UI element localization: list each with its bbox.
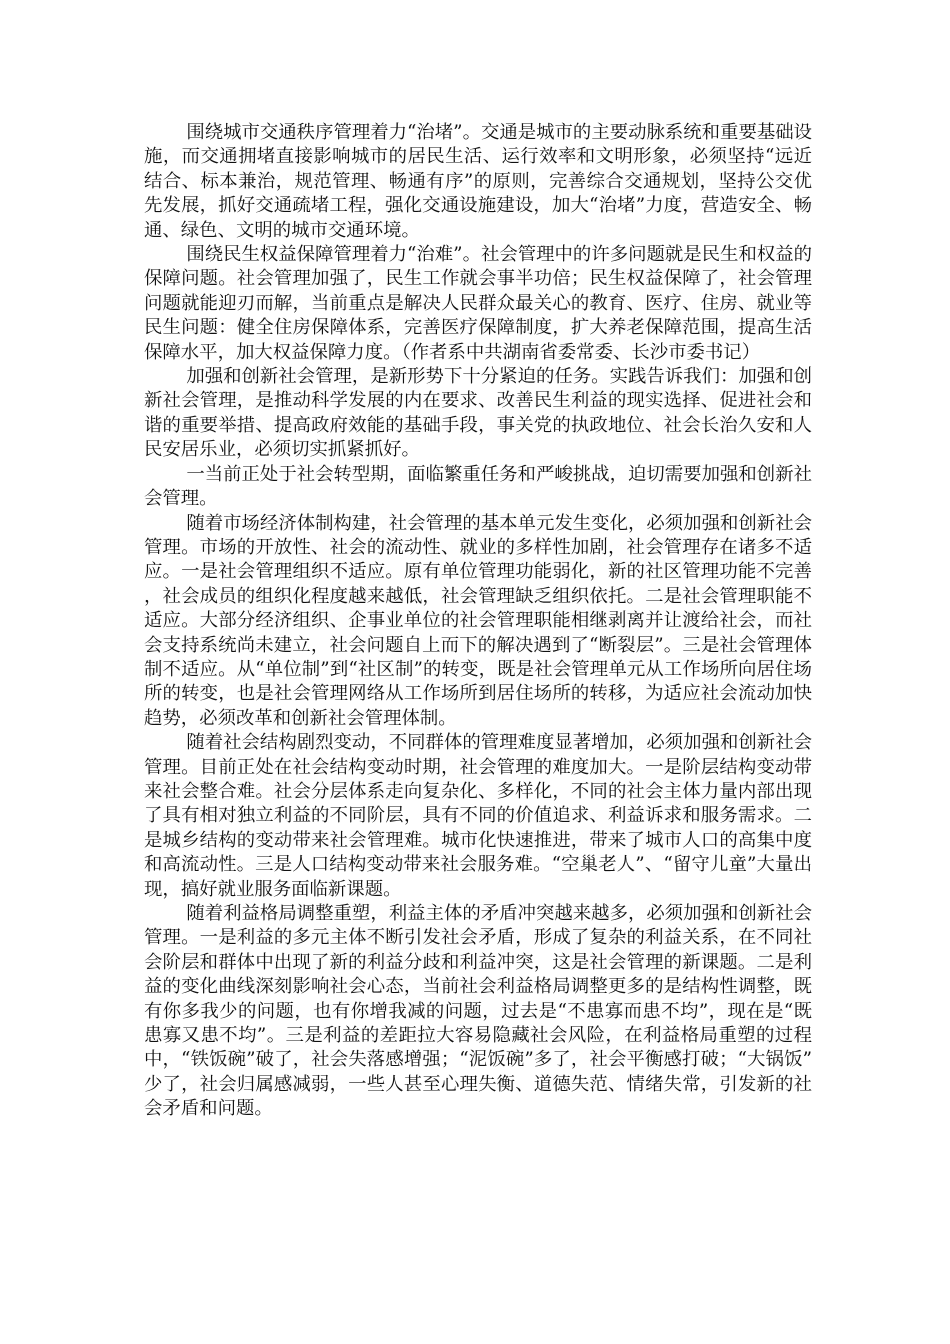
paragraph-livelihood-rights: 围绕民生权益保障管理着力“治难”。社会管理中的许多问题就是民生和权益的保障问题。社会管理加强了，民生工作就会事半功倍；民生权益保障了，社会管理问题就能迎刃而解，当前重点是解决人民群众最关心的教育、医疗、住房、就业等民生问题：健全住房保障体系，完善医疗保障制度，扩大养老保障范围，提高生活保障水平，加大权益保障力度。（作者系中共湖南省委常委、长沙市委书记） (144, 244, 813, 363)
paragraph-market-economy: 随着市场经济体制构建，社会管理的基本单元发生变化，必须加强和创新社会管理。市场的开放性、社会的流动性、就业的多样性加剧，社会管理存在诸多不适应。一是社会管理组织不适应。原有单位管理功能弱化，新的社区管理功能不完善，社会成员的组织化程度越来越低，社会管理缺乏组织依托。二是社会管理职能不适应。大部分经济组织、企事业单位的社会管理职能相继剥离并让渡给社会，而社会支持系统尚未建立，社会问题自上而下的解决遇到了“断裂层”。三是社会管理体制不适应。从“单位制”到“社区制”的转变，既是社会管理单元从工作场所向居住场所的转变，也是社会管理网络从工作场所到居住场所的转移，为适应社会流动加快趋势，必须改革和创新社会管理体制。 (144, 512, 812, 729)
paragraph-strengthen-innovate: 加强和创新社会管理，是新形势下十分紧迫的任务。实践告诉我们：加强和创新社会管理，是推动科学发展的内在要求、改善民生利益的现实选择、促进社会和谐的重要举措、提高政府效能的基础手段，事关党的执政地位、社会长治久安和人民安居乐业，必须切实抓紧抓好。 (144, 366, 812, 461)
paragraph-traffic-management: 围绕城市交通秩序管理着力“治堵”。交通是城市的主要动脉系统和重要基础设施，而交通拥堵直接影响城市的居民生活、运行效率和文明形象，必须坚持“远近结合、标本兼治，规范管理、畅通有序”的原则，完善综合交通规划，坚持公交优先发展，抓好交通疏堵工程，强化交通设施建设，加大“治堵”力度，营造安全、畅通、绿色、文明的城市交通环境。 (144, 122, 813, 241)
paragraph-interest-pattern: 随着利益格局调整重塑，利益主体的矛盾冲突越来越多，必须加强和创新社会管理。一是利益的多元主体不断引发社会矛盾，形成了复杂的利益关系，在不同社会阶层和群体中出现了新的利益分歧和利益冲突，这是社会管理的新课题。二是利益的变化曲线深刻影响社会心态，当前社会利益格局调整更多的是结构性调整，既有你多我少的问题，也有你增我减的问题，过去是“不患寡而患不均”，现在是“既患寡又患不均”。三是利益的差距拉大容易隐藏社会风险，在利益格局重塑的过程中，“铁饭碗”破了，社会失落感增强；“泥饭碗”多了，社会平衡感打破；“大锅饭”少了，社会归属感减弱，一些人甚至心理失衡、道德失范、情绪失常，引发新的社会矛盾和问题。 (144, 903, 812, 1120)
paragraph-social-structure: 随着社会结构剧烈变动，不同群体的管理难度显著增加，必须加强和创新社会管理。目前正处在社会结构变动时期，社会管理的难度加大。一是阶层结构变动带来社会整合难。社会分层体系走向复杂化、多样化，不同的社会主体力量内部出现了具有相对独立利益的不同阶层，具有不同的价值追求、利益诉求和服务需求。二是城乡结构的变动带来社会管理难。城市化快速推进，带来了城市人口的高集中度和高流动性。三是人口结构变动带来社会服务难。“空巢老人”、“留守儿童”大量出现，搞好就业服务面临新课题。 (144, 732, 812, 900)
paragraph-social-transition: 一当前正处于社会转型期，面临繁重任务和严峻挑战，迫切需要加强和创新社会管理。 (144, 463, 812, 510)
document-body (144, 121, 812, 1122)
